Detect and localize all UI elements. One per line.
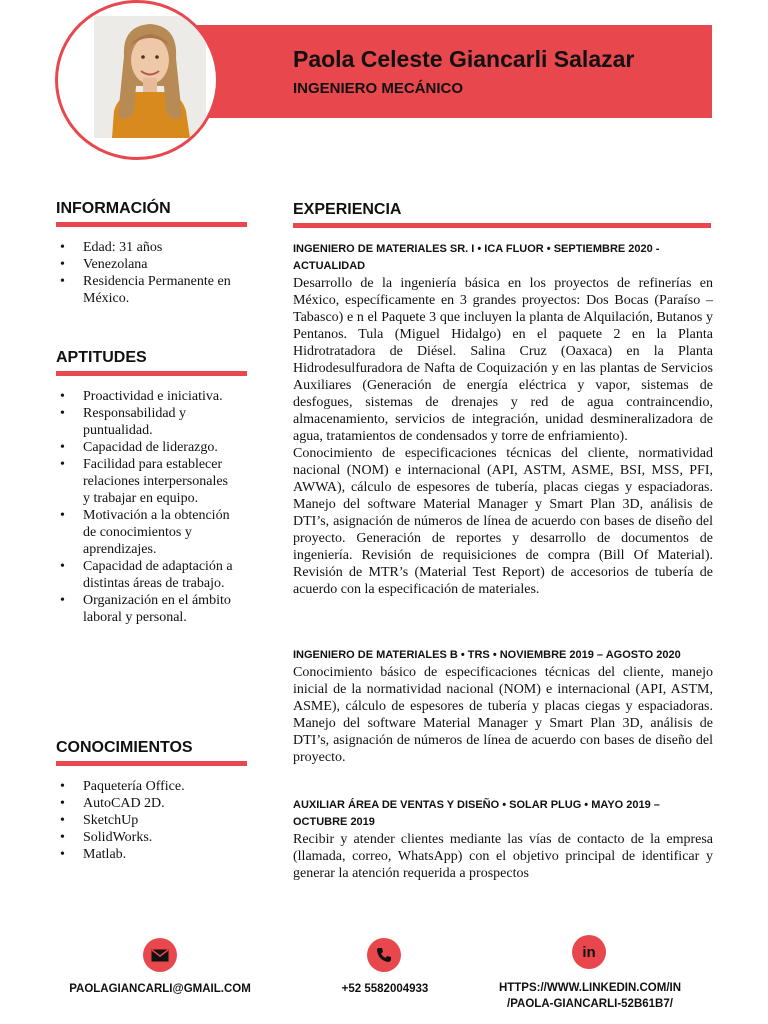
list-item: • Facilidad para establecer relaciones interpersonales y trabajar en equipo. [60,456,235,507]
conocimientos-list [60,778,255,863]
list-item: • Motivación a la obtención de conocimientos y aprendizajes. [60,507,235,558]
linkedin-url-line: HTTPS://WWW.LINKEDIN.COM/IN [498,982,682,994]
list-item: • SolidWorks. [60,829,255,846]
envelope-icon [143,938,177,972]
linkedin-link[interactable] [480,980,700,1012]
list-item: • Matlab. [60,846,255,863]
conocimientos-rule [56,761,247,766]
list-item: • Organización en el ámbito laboral y personal. [60,592,235,626]
list-item: • SketchUp [60,812,255,829]
list-item: • Responsabilidad y puntualidad. [60,405,235,439]
conocimientos-heading: CONOCIMIENTOS [56,739,193,756]
informacion-list [60,239,255,307]
email-link[interactable]: PAOLAGIANCARLI@GMAIL.COM [69,983,251,995]
experience-title: AUXILIAR ÁREA DE VENTAS Y DISEÑO • SOLAR PLUG • MAYO 2019 – OCTUBRE 2019 [293,799,660,828]
list-item: • Venezolana [60,256,255,273]
linkedin-icon: in [572,935,606,969]
experience-entry [293,647,713,766]
experience-description: Desarrollo de la ingeniería básica en los proyectos de refinerías en México, específicamente en 3 grandes proyectos: Dos Bocas (Paraíso – Tabasco) e n el Paquete 3 que incluyen la planta de Alquilación, Butanos y Pentanos. Tula (Miguel Hidalgo) en el paquete 2 en la Planta Hidrotratadora de Diésel. Salina Cruz (Oaxaca) en la Planta Hidrodesulfuradora de Nafta de Coquización y en las plantas de Servicios Auxiliares (Generación de energía eléctrica y vapor, sistemas de desfogues, sistemas de drenajes y red de agua contraincendio, almacenamiento, servicios de integración, unidad desmineralizadora de agua, tratamientos de condensados y torre de enfriamiento). [293,276,713,444]
phone-link[interactable]: +52 5582004933 [341,983,429,995]
experience-title: INGENIERO DE MATERIALES SR. I • ICA FLUOR • SEPTIEMBRE 2020 - ACTUALIDAD [293,243,660,272]
list-item: • Capacidad de adaptación a distintas áreas de trabajo. [60,558,235,592]
experience-entry [293,241,713,598]
list-item: • Proactividad e iniciativa. [60,388,235,405]
informacion-heading: INFORMACIÓN [56,200,171,217]
list-item: • Edad: 31 años [60,239,255,256]
list-item: • AutoCAD 2D. [60,795,255,812]
profile-photo-frame [55,0,219,160]
profile-photo [94,16,206,138]
aptitudes-list [60,388,235,626]
list-item: • Capacidad de liderazgo. [60,439,235,456]
experience-entry [293,797,713,882]
experience-description: Conocimiento de especificaciones técnicas del cliente, normatividad nacional (NOM) e internacional (API, ASTM, ASME, BSI, MSS, PFI, AWWA), cálculo de espesores de tubería, placas ciegas y espaciadoras. Manejo del software Material Manager y Smart Plan 3D, análisis de DTI’s, asignación de números de línea de acuerdo con bases de diseño del proyecto. Generación de reportes y desarrollo de documentos de ingeniería. Revisión de requisiciones de compra (Bill Of Material). Revisión de MTR’s (Material Test Report) de accesorios de tubería de acuerdo con la especificación de materiales. [293,446,713,597]
aptitudes-heading: APTITUDES [56,349,147,366]
candidate-name: Paola Celeste Giancarli Salazar [293,46,635,72]
list-item: • Paquetería Office. [60,778,255,795]
experiencia-rule [293,223,711,228]
experience-title: INGENIERO DE MATERIALES B • TRS • NOVIEMBRE 2019 – AGOSTO 2020 [293,649,681,661]
informacion-rule [56,222,247,227]
experience-description: Conocimiento básico de especificaciones técnicas del cliente, manejo inicial de la normatividad nacional (NOM) e internacional (API, ASTM, ASME), cálculo de espesores de tubería y placas ciegas y espaciadoras. Manejo del software Material Manager y Smart Plan 3D, análisis de DTI’s, asignación de números de línea de acuerdo con bases de diseño del proyecto. [293,665,713,765]
candidate-title: INGENIERO MECÁNICO [293,80,464,97]
aptitudes-rule [56,371,247,376]
list-item: • Residencia Permanente en México. [60,273,255,307]
phone-icon [367,938,401,972]
experiencia-heading: EXPERIENCIA [293,201,402,218]
linkedin-url-line: /PAOLA-GIANCARLI-52B61B7/ [507,998,673,1010]
experience-description: Recibir y atender clientes mediante las vías de contacto de la empresa (llamada, correo, WhatsApp) con el objetivo principal de identificar y generar la atención requerida a prospectos [293,832,713,881]
